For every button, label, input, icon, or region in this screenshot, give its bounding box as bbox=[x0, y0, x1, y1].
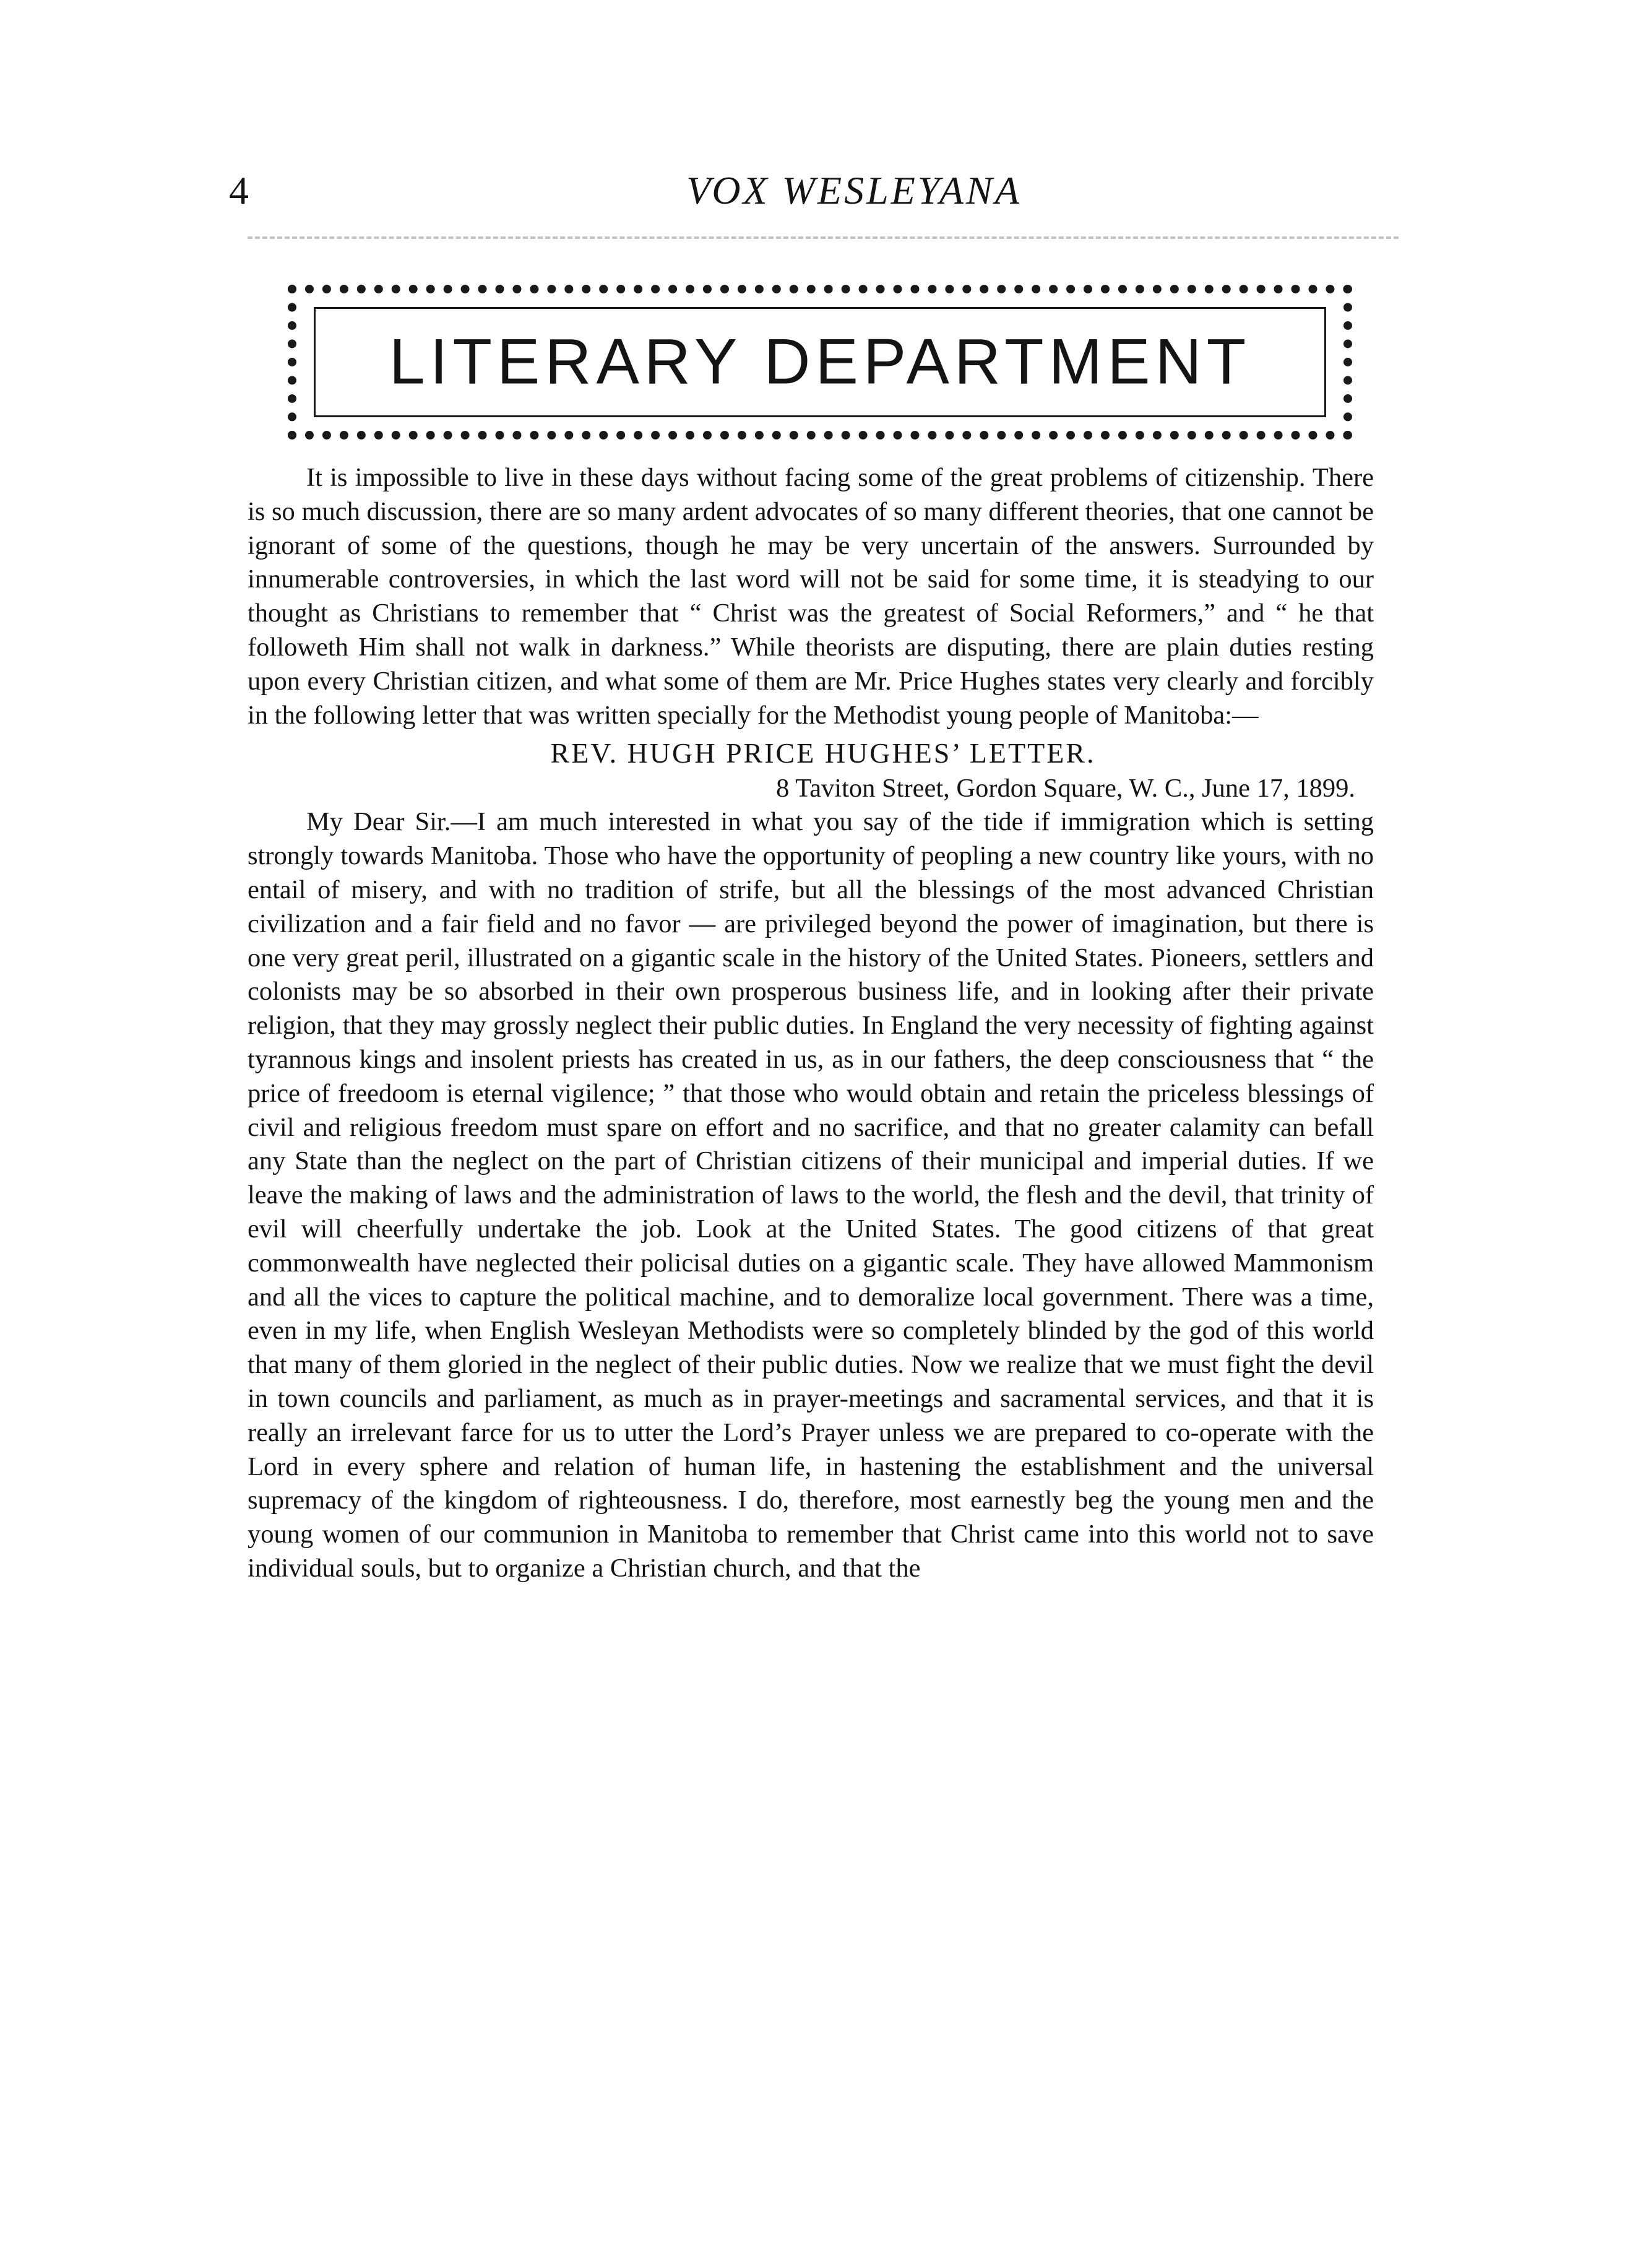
section-banner bbox=[288, 285, 1352, 439]
page-header bbox=[229, 166, 1405, 215]
letter-heading: REV. HUGH PRICE HUGHES’ LETTER. bbox=[550, 737, 1096, 769]
page-number: 4 bbox=[229, 168, 249, 212]
section-title: LITERARY DEPARTMENT bbox=[389, 326, 1251, 398]
running-title: VOX WESLEYANA bbox=[686, 168, 1022, 212]
header-rule bbox=[248, 236, 1399, 239]
intro-paragraph: It is impossible to live in these days without facing some of the great problems of citizenship. There is so much discussion, there are so many ardent advocates of so many different theories, that one cannot be ignorant of some of the questions, though he may be very uncertain of the answers. Surrounded by innumerable controversies, in which the last word will not be said for some time, it is steadying to our thought as Christians to remember that “ Christ was the greatest of Social Reformers,” and “ he that followeth Him shall not walk in darkness.” While theorists are disputing, there are plain duties resting upon every Christian citizen, and what some of them are Mr. Price Hughes states very clearly and forcibly in the following letter that was written specially for the Methodist young people of Manitoba:— bbox=[248, 463, 1374, 730]
letter-address: 8 Taviton Street, Gordon Square, W. C., June 17, 1899. bbox=[776, 774, 1355, 803]
article-body bbox=[248, 461, 1374, 1586]
letter-body: My Dear Sir.—I am much interested in what you say of the tide if immigration which is setting strongly towards Manitoba. Those who have the opportunity of peopling a new country like yours, with no entail of misery, and with no tradition of strife, but all the blessings of the most advanced Christian civilization and a fair field and no favor — are privileged beyond the power of imagination, but there is one very great peril, illustrated on a gigantic scale in the history of the United States. Pioneers, settlers and colonists may be so absorbed in their own prosperous business life, and in looking after their private religion, that they may grossly neglect their public duties. In England the very necessity of fighting against tyrannous kings and insolent priests has created in us, as in our fathers, the deep consciousness that “ the price of freedoom is eternal vigilence; ” that those who would obtain and retain the priceless blessings of civil and religious freedom must spare on effort and no sacrifice, and that no greater calamity can befall any State than the neglect on the part of Christian citizens of their municipal and imperial duties. If we leave the making of laws and the administration of laws to the world, the flesh and the devil, that trinity of evil will cheerfully undertake the job. Look at the United States. The good citizens of that great commonwealth have neglected their policisal duties on a gigantic scale. They have allowed Mammonism and all the vices to capture the political machine, and to demoralize local government. There was a time, even in my life, when English Wesleyan Methodists were so completely blinded by the god of this world that many of them gloried in the neglect of their public duties. Now we realize that we must fight the devil in town councils and parliament, as much as in prayer-meetings and sacramental services, and that it is really an irrelevant farce for us to utter the Lord’s Prayer unless we are prepared to co-operate with the Lord in every sphere and relation of human life, in hastening the establishment and the universal supremacy of the kingdom of righteousness. I do, therefore, most earnestly beg the young men and the young women of our communion in Manitoba to remember that Christ came into this world not to save individual souls, but to organize a Christian church, and that the bbox=[248, 807, 1374, 1583]
